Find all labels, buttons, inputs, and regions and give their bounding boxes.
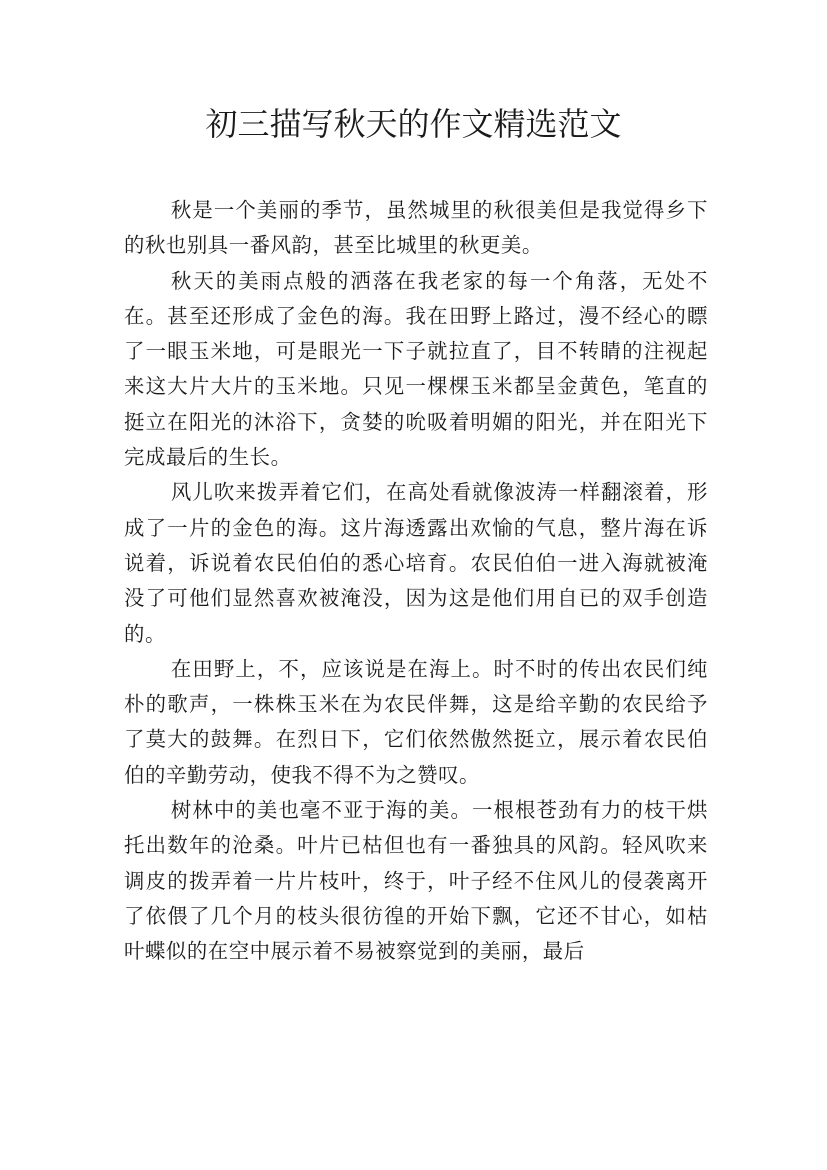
paragraph: 秋天的美雨点般的洒落在我老家的每一个角落，无处不在。甚至还形成了金色的海。我在田野上路过，漫不经心的瞟了一眼玉米地，可是眼光一下子就拉直了，目不转睛的注视起来这大片大片的玉米地。只见一棵棵玉米都呈金黄色，笔直的挺立在阳光的沐浴下，贪婪的吮吸着明媚的阳光，并在阳光下完成最后的生长。: [124, 268, 708, 470]
paragraph: 风儿吹来拨弄着它们，在高处看就像波涛一样翻滚着，形成了一片的金色的海。这片海透露出欢愉的气息，整片海在诉说着，诉说着农民伯伯的悉心培育。农民伯伯一进入海就被淹没了可他们显然喜欢被淹没，因为这是他们用自已的双手创造的。: [124, 480, 708, 646]
paragraph: 秋是一个美丽的季节，虽然城里的秋很美但是我觉得乡下的秋也别具一番风韵，甚至比城里的秋更美。: [124, 198, 708, 258]
paragraph: 在田野上，不，应该说是在海上。时不时的传出农民们纯朴的歌声，一株株玉米在为农民伴舞，这是给辛勤的农民给予了莫大的鼓舞。在烈日下，它们依然傲然挺立，展示着农民伯伯的辛勤劳动，使我不得不为之赞叹。: [124, 656, 708, 787]
paragraph: 树林中的美也毫不亚于海的美。一根根苍劲有力的枝干烘托出数年的沧桑。叶片已枯但也有一番独具的风韵。轻风吹来调皮的拨弄着一片片枝叶，终于，叶子经不住风儿的侵袭离开了依偎了几个月的枝头很彷徨的开始下飘，它还不甘心，如枯叶蝶似的在空中展示着不易被察觉到的美丽，最后: [124, 798, 708, 964]
document-body: [124, 193, 708, 970]
document-title: 初三描写秋天的作文精选范文: [205, 105, 622, 143]
